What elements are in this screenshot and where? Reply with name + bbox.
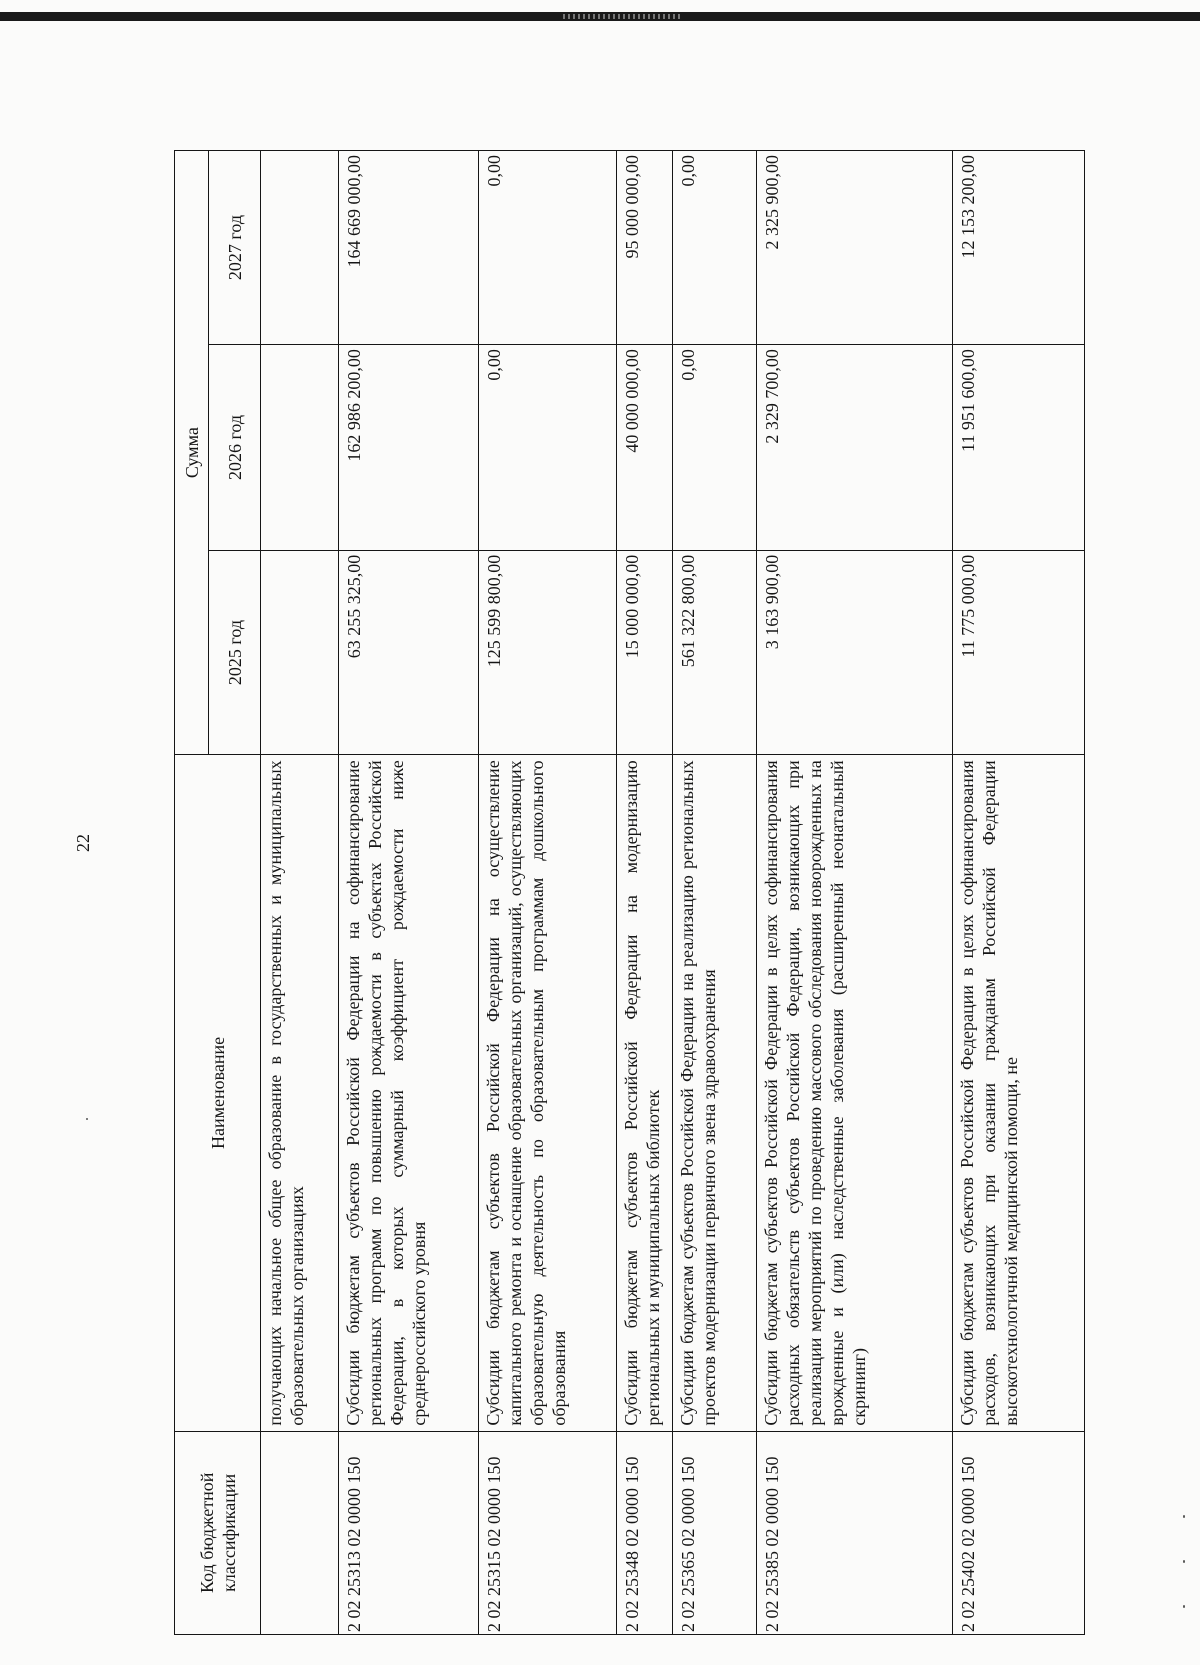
row-amount-2027: 164 669 000,00 <box>339 151 479 345</box>
row-amount-2027: 0,00 <box>673 151 757 345</box>
row-code: 2 02 25402 02 0000 150 <box>953 1431 1085 1634</box>
page-number: 22 <box>73 834 93 852</box>
header-row-top <box>175 151 209 1635</box>
scan-speck <box>1183 1515 1185 1518</box>
header-sum: Сумма <box>175 151 209 755</box>
row-code: 2 02 25365 02 0000 150 <box>673 1431 757 1634</box>
row-code: 2 02 25315 02 0000 150 <box>479 1431 617 1634</box>
row-amount-2027: 0,00 <box>479 151 617 345</box>
row-amount-2027: 95 000 000,00 <box>617 151 673 345</box>
table-row <box>953 151 1085 1635</box>
table-row <box>757 151 953 1635</box>
table-row <box>673 151 757 1635</box>
row-amount-2027: 12 153 200,00 <box>953 151 1085 345</box>
row-amount-2027 <box>261 151 339 345</box>
row-amount-2025 <box>261 550 339 755</box>
header-year-2026: 2026 год <box>209 345 261 551</box>
scan-speck <box>1183 1560 1185 1563</box>
table-row <box>261 151 339 1635</box>
row-amount-2026: 0,00 <box>479 345 617 551</box>
header-year-2027: 2027 год <box>209 151 261 345</box>
row-amount-2026 <box>261 345 339 551</box>
rotated-table-container <box>174 150 1084 1635</box>
scan-edge-bar <box>0 12 1200 21</box>
table-row <box>339 151 479 1635</box>
row-name: Субсидии бюджетам субъектов Российской Федерации в целях софинансирования расходов, возникающих при оказании гражданам Российской Федерации высокотехнологичной медицинской помощи, не <box>953 755 1085 1431</box>
header-code: Код бюджетной классификации <box>175 1431 261 1634</box>
table-row <box>479 151 617 1635</box>
budget-table <box>174 150 1085 1635</box>
scan-speck <box>86 1118 88 1120</box>
row-code: 2 02 25313 02 0000 150 <box>339 1431 479 1634</box>
row-name: Субсидии бюджетам субъектов Российской Федерации на осуществление капитального ремонта и оснащение образовательных организаций, осуществляющих образовательную деятельность по образовательным программам дошкольного образования <box>479 755 617 1431</box>
row-amount-2025: 11 775 000,00 <box>953 550 1085 755</box>
row-amount-2026: 0,00 <box>673 345 757 551</box>
header-name: Наименование <box>175 755 261 1431</box>
row-name: Субсидии бюджетам субъектов Российской Федерации на реализацию региональных проектов модернизации первичного звена здравоохранения <box>673 755 757 1431</box>
scan-speck <box>1183 1605 1185 1608</box>
row-amount-2025: 561 322 800,00 <box>673 550 757 755</box>
row-amount-2025: 15 000 000,00 <box>617 550 673 755</box>
row-amount-2026: 40 000 000,00 <box>617 345 673 551</box>
row-amount-2026: 2 329 700,00 <box>757 345 953 551</box>
row-name: Субсидии бюджетам субъектов Российской Федерации на модернизацию региональных и муниципальных библиотек <box>617 755 673 1431</box>
row-amount-2026: 162 986 200,00 <box>339 345 479 551</box>
row-code: 2 02 25385 02 0000 150 <box>757 1431 953 1634</box>
row-amount-2025: 3 163 900,00 <box>757 550 953 755</box>
row-name: Субсидии бюджетам субъектов Российской Федерации в целях софинансирования расходных обязательств субъектов Российской Федерации, возникающих при реализации мероприятий по проведению массового обследования новорожденных на врожденные и (или) наследственные заболевания (расширенный неонатальный скрининг) <box>757 755 953 1431</box>
row-code: 2 02 25348 02 0000 150 <box>617 1431 673 1634</box>
row-name: получающих начальное общее образование в государственных и муниципальных образовательных организациях <box>261 755 339 1431</box>
row-amount-2025: 63 255 325,00 <box>339 550 479 755</box>
header-year-2025: 2025 год <box>209 550 261 755</box>
row-amount-2027: 2 325 900,00 <box>757 151 953 345</box>
row-code <box>261 1431 339 1634</box>
row-name: Субсидии бюджетам субъектов Российской Федерации на софинансирование региональных программ по повышению рождаемости в субъектах Российской Федерации, в которых суммарный коэффициент рождаемости ниже среднероссийского уровня <box>339 755 479 1431</box>
row-amount-2026: 11 951 600,00 <box>953 345 1085 551</box>
row-amount-2025: 125 599 800,00 <box>479 550 617 755</box>
table-row <box>617 151 673 1635</box>
